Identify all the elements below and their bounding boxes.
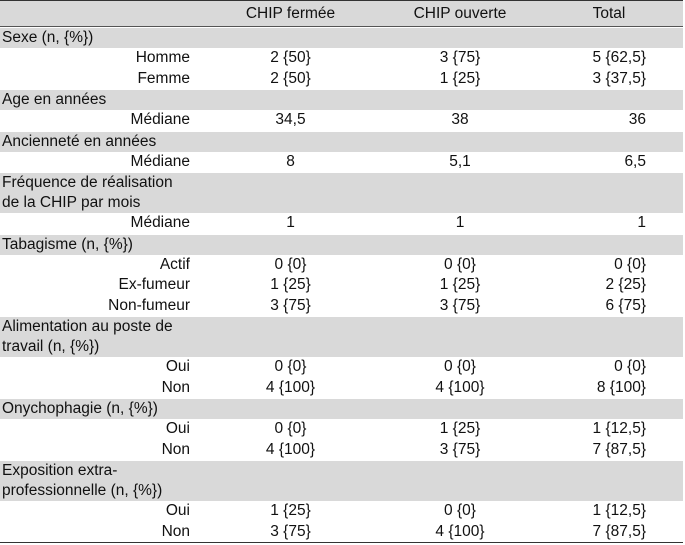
row-label: Homme xyxy=(135,49,190,67)
cell-total: 6,5 xyxy=(624,152,646,170)
cell-chip-ouverte: 1 {25} xyxy=(439,276,481,294)
section-row-tabagisme xyxy=(0,234,683,255)
cell-total: 7 {87,5} xyxy=(592,440,646,458)
row-label: Ex-fumeur xyxy=(118,276,190,294)
section-label-line1: Exposition extra- xyxy=(2,462,118,479)
cell-chip-fermee: 0 {0} xyxy=(274,420,307,438)
table-row xyxy=(0,48,683,69)
cell-total: 2 {25} xyxy=(605,276,646,294)
cell-chip-ouverte: 3 {75} xyxy=(439,49,481,67)
section-label: Ancienneté en années xyxy=(2,132,157,150)
cell-chip-fermee: 1 {25} xyxy=(270,276,311,294)
cell-chip-ouverte: 4 {100} xyxy=(435,522,485,540)
cell-total: 0 {0} xyxy=(614,255,646,273)
cell-chip-fermee: 0 {0} xyxy=(274,358,307,376)
cell-chip-fermee: 0 {0} xyxy=(274,255,307,273)
table-row xyxy=(0,275,683,296)
table-row xyxy=(0,440,683,461)
cell-chip-fermee: 4 {100} xyxy=(265,378,316,396)
cell-chip-ouverte: 0 {0} xyxy=(444,255,476,273)
section-row-onychophagie xyxy=(0,398,683,419)
section-label-line2: travail (n, {%}) xyxy=(2,338,100,355)
section-row-anciennete xyxy=(0,131,683,152)
header-total: Total xyxy=(592,4,626,22)
cell-chip-ouverte: 0 {0} xyxy=(444,502,476,520)
cell-chip-ouverte: 0 {0} xyxy=(444,358,476,376)
row-label: Non xyxy=(161,440,190,458)
section-row-frequence xyxy=(0,172,683,213)
section-row-alimentation xyxy=(0,316,683,357)
cell-total: 5 {62,5} xyxy=(592,49,646,67)
cell-chip-ouverte: 4 {100} xyxy=(435,378,485,396)
section-label xyxy=(0,317,196,357)
section-label-line1: Fréquence de réalisation xyxy=(2,174,173,191)
row-label: Médiane xyxy=(130,152,190,170)
section-label-line2: professionnelle (n, {%}) xyxy=(2,482,163,499)
cell-total: 0 {0} xyxy=(614,358,646,376)
table-row xyxy=(0,255,683,276)
section-label: Sexe (n, {%}) xyxy=(2,29,94,46)
table-row xyxy=(0,213,683,234)
cell-chip-fermee: 3 {75} xyxy=(270,296,311,314)
row-label: Non xyxy=(161,522,190,540)
header-chip-fermee: CHIP fermée xyxy=(245,4,336,22)
cell-chip-fermee: 2 {50} xyxy=(270,49,311,67)
cell-chip-fermee: 1 xyxy=(286,214,295,232)
table-row xyxy=(0,378,683,399)
cell-total: 1 xyxy=(637,214,646,232)
row-label: Oui xyxy=(165,502,190,520)
header-chip-ouverte: CHIP ouverte xyxy=(413,4,507,22)
table-row xyxy=(0,357,683,378)
cell-chip-fermee: 3 {75} xyxy=(270,522,311,540)
table-row xyxy=(0,419,683,440)
section-label: Tabagisme (n, {%}) xyxy=(2,235,133,253)
cell-total: 7 {87,5} xyxy=(592,522,646,540)
cell-chip-ouverte: 38 xyxy=(451,111,469,129)
table-row xyxy=(0,69,683,90)
cell-chip-fermee: 4 {100} xyxy=(265,440,316,458)
cell-total: 6 {75} xyxy=(605,296,646,314)
section-label-line1: Alimentation au poste de xyxy=(2,318,173,335)
table-row xyxy=(0,501,683,522)
table-row xyxy=(0,152,683,173)
section-row-exposition xyxy=(0,460,683,501)
table-row xyxy=(0,522,683,543)
table-row xyxy=(0,296,683,317)
cell-total: 36 xyxy=(628,111,646,129)
section-row-age xyxy=(0,89,683,110)
cell-chip-ouverte: 5,1 xyxy=(449,152,471,170)
row-label: Oui xyxy=(165,420,190,438)
cell-chip-ouverte: 1 {25} xyxy=(439,69,481,87)
section-row-sexe xyxy=(0,27,683,48)
section-label xyxy=(0,461,196,501)
cell-total: 3 {37,5} xyxy=(592,69,646,87)
row-label: Non xyxy=(161,378,190,396)
section-label: Onychophagie (n, {%}) xyxy=(2,400,158,417)
section-label xyxy=(0,173,196,213)
row-label: Actif xyxy=(159,255,190,273)
cell-chip-ouverte: 3 {75} xyxy=(439,440,481,458)
cell-total: 1 {12,5} xyxy=(592,420,646,438)
row-label: Non-fumeur xyxy=(108,296,190,314)
row-label: Oui xyxy=(165,358,190,376)
section-label: Age en années xyxy=(2,91,107,108)
cell-total: 1 {12,5} xyxy=(592,502,646,520)
cell-chip-fermee: 1 {25} xyxy=(270,502,311,520)
cell-chip-ouverte: 1 {25} xyxy=(439,420,481,438)
row-label: Médiane xyxy=(130,111,190,129)
cell-chip-fermee: 34,5 xyxy=(275,111,306,129)
table-row xyxy=(0,110,683,131)
cell-chip-ouverte: 3 {75} xyxy=(439,296,481,314)
cell-chip-ouverte: 1 xyxy=(455,214,465,232)
row-label: Médiane xyxy=(130,214,190,232)
cell-total: 8 {100} xyxy=(596,378,646,396)
table-header-row xyxy=(0,1,683,27)
cell-chip-fermee: 8 xyxy=(286,152,295,170)
cell-chip-fermee: 2 {50} xyxy=(270,69,311,87)
row-label: Femme xyxy=(137,69,190,87)
section-label-line2: de la CHIP par mois xyxy=(2,194,141,211)
